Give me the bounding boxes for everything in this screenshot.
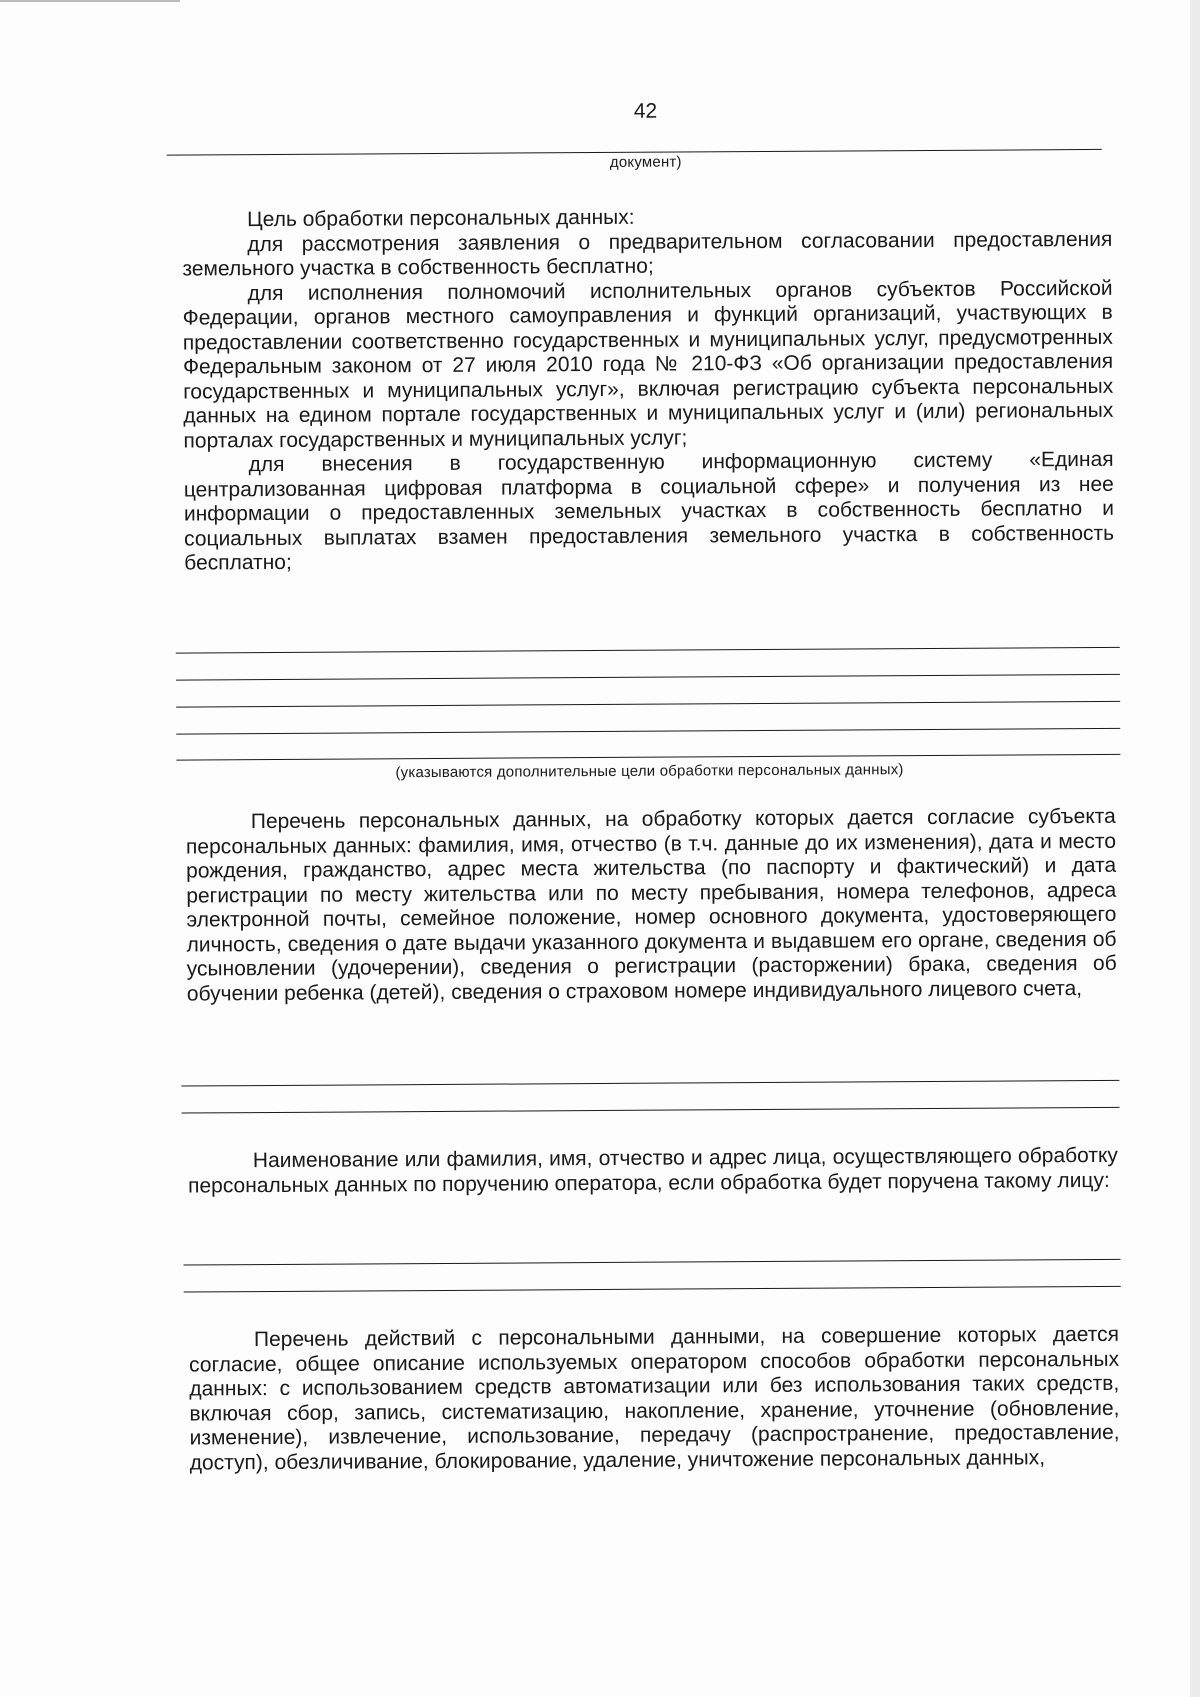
purpose-item-2: для исполнения полномочий исполнительных органов субъектов Российской Федерации, органов местного самоуправления и функций организаций, участвующих в предоставлении соответственно государственных и муниципальных услуг, предусмотренных Федеральным законом от 27 июля 2010 года № 210-ФЗ «Об организации предоставления государственных и муниципальных услуг», включая регистрацию субъекта персональных данных на едином портале государственных и муниципальных услуг и (или) региональных порталах государственных и муниципальных услуг; bbox=[182, 276, 1114, 453]
purpose-item-1: для рассмотрения заявления о предварительном согласовании предоставления земельного участка в собственность бесплатно; bbox=[182, 227, 1113, 281]
purpose-heading: Цель обработки персональных данных: bbox=[247, 205, 635, 232]
personal-data-line-1 bbox=[181, 1080, 1119, 1087]
scan-edge-right bbox=[1190, 0, 1200, 1697]
additional-goals-line-1 bbox=[176, 647, 1120, 654]
purpose-section bbox=[182, 203, 1114, 576]
additional-goals-caption: (указываются дополнительные цели обработки персональных данных) bbox=[395, 761, 904, 782]
processor-line-1 bbox=[184, 1259, 1121, 1266]
scan-edge-top bbox=[0, 0, 180, 2]
personal-data-list-text: Перечень персональных данных, на обработку которых дается согласие субъекта персональных данных: фамилия, имя, отчество (в т.ч. данные до их изменения), дата и место рождения, гражданство, адрес места жительства (по паспорту и фактический) и дата регистрации по месту жительства или по месту пребывания, номера телефонов, адреса электронной почты, семейное положение, номер основного документа, удостоверяющего личность, сведения о дате выдачи указанного документа и выдавшем его органе, сведения об усыновлении (удочерении), сведения о регистрации (расторжении) брака, сведения об обучении ребенка (детей), сведения о страховом номере индивидуального лицевого счета, bbox=[185, 804, 1117, 1006]
personal-data-line-2 bbox=[182, 1107, 1120, 1114]
actions-text: Перечень действий с персональными данными, на совершение которых дается согласие, общее описание используемых оператором способов обработки персональных данных: с использованием средств автоматизации или без использования таких средств, включая сбор, запись, систематизацию, накопление, хранение, уточнение (обновление, изменение), извлечение, использование, передачу (распространение, предоставление, доступ), обезличивание, блокирование, удаление, уничтожение персональных данных, bbox=[189, 1322, 1120, 1475]
additional-goals-line-4 bbox=[176, 728, 1120, 735]
purpose-item-3: для внесения в государственную информационную систему «Единая централизованная цифровая платформа в социальной сфере» и получения из нее информации о предоставленных земельных участках в собственность бесплатно и социальных выплатах взамен предоставления земельного участка в собственность бесплатно; bbox=[183, 447, 1115, 575]
additional-goals-line-3 bbox=[176, 701, 1120, 708]
page-number: 42 bbox=[633, 99, 658, 123]
actions-section bbox=[189, 1323, 1120, 1476]
processor-line-2 bbox=[184, 1286, 1121, 1293]
processor-text: Наименование или фамилия, имя, отчество и адрес лица, осуществляющего обработку персональных данных по поручению оператора, если обработка будет поручена такому лицу: bbox=[187, 1143, 1118, 1198]
additional-goals-line-2 bbox=[176, 674, 1120, 681]
processor-section bbox=[188, 1144, 1118, 1199]
personal-data-section bbox=[186, 805, 1117, 1007]
top-caption: документ) bbox=[609, 153, 682, 171]
additional-goals-line-5 bbox=[176, 754, 1120, 761]
